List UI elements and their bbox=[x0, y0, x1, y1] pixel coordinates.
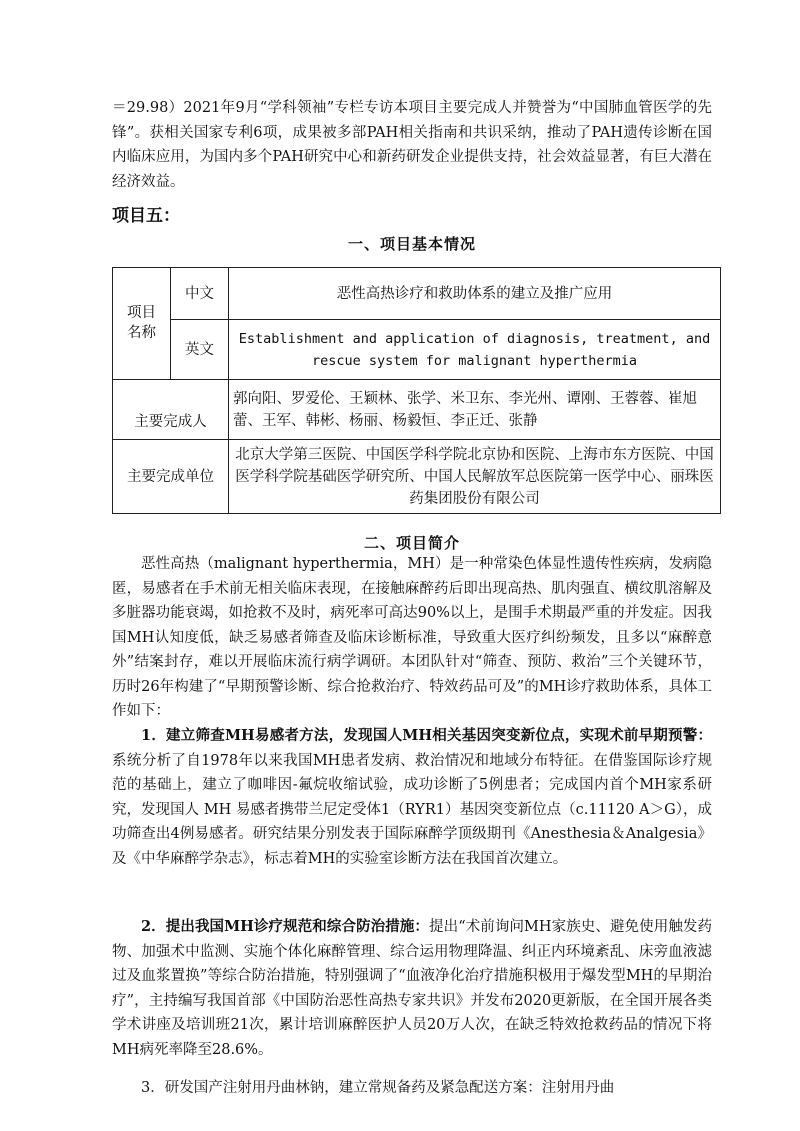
section2-heading: 二、项目简介 bbox=[363, 534, 460, 552]
main-units-label: 主要完成单位 bbox=[113, 440, 229, 514]
point1-body: 系统分析了自1978年以来我国MH患者发病、救治情况和地域分布特征。在借鉴国际诊疗规范的基础上，建立了咖啡因-氟烷收缩试验，成功诊断了5例患者；完成国内首个MH家系研究，发现国人 MH 易感者携带兰尼定受体1（RYR1）基因突变新位点（c.11120 A＞G），成功筛查出4例易感者。研究结果分别发表于国际麻醉学顶级期刊《Anesthesia＆Analgesia》及《中华麻醉学杂志》，标志着MH的实验室诊断方法在我国首次建立。 bbox=[112, 752, 712, 867]
intro-paragraph: ＝29.98）2021年9月“学科领袖”专栏专访本项目主要完成人并赞誉为“中国肺血管医学的先锋”。获相关国家专利6项，成果被多部PAH相关指南和共识采纳，推动了PAH遗传诊断在国内临床应用，为国内多个PAH研究中心和新药研发企业提供支持，社会效益显著，有巨大潜在经济效益。 bbox=[112, 100, 712, 190]
project-label: 项目五： bbox=[112, 206, 180, 226]
point1-lead: 1．建立筛查MH易感者方法，发现国人MH相关基因突变新位点，实现术前早期预警： bbox=[141, 727, 712, 744]
section1-heading: 一、项目基本情况 bbox=[347, 235, 476, 253]
english-label: 英文 bbox=[171, 320, 229, 380]
main-units-value: 北京大学第三医院、中国医学科学院北京协和医院、上海市东方医院、中国医学科学院基础医学研究所、中国人民解放军总医院第一医学中心、丽珠医药集团股份有限公司 bbox=[229, 440, 721, 514]
point2-paragraph bbox=[112, 915, 712, 1062]
summary-paragraph: 恶性高热（malignant hyperthermia，MH）是一种常染色体显性遗传性疾病，发病隐匿，易感者在手术前无相关临床表现，在接触麻醉药后即出现高热、肌肉强直、横纹肌溶解及多脏器功能衰竭，如抢救不及时，病死率可高达90%以上，是围手术期最严重的并发症。因我国MH认知度低，缺乏易感者筛查及临床诊断标准，导致重大医疗纠纷频发，且多以“麻醉意外”结案封存，难以开展临床流行病学调研。本团队针对“筛查、预防、救治”三个关键环节，历时26年构建了“早期预警诊断、综合抢救治疗、特效药品可及”的MH诊疗救助体系，具体工作如下： bbox=[112, 556, 712, 719]
chinese-label: 中文 bbox=[171, 268, 229, 320]
point2-lead: 2．提出我国MH诊疗规范和综合防治措施： bbox=[141, 918, 430, 935]
chinese-name-value: 恶性高热诊疗和救助体系的建立及推广应用 bbox=[229, 268, 721, 320]
project-info-table bbox=[112, 267, 721, 514]
project-name-label: 项目名称 bbox=[113, 268, 171, 380]
point3-paragraph: 3．研发国产注射用丹曲林钠，建立常规备药及紧急配送方案：注射用丹曲 bbox=[141, 1080, 615, 1096]
point2-body: 提出“术前询问MH家族史、避免使用触发药物、加强术中监测、实施个体化麻醉管理、综合运用物理降温、纠正内环境紊乱、床旁血液滤过及血浆置换”等综合防治措施，特别强调了“血液净化治疗措施积极用于爆发型MH的早期治疗”，主持编写我国首部《中国防治恶性高热专家共识》并发布2020更新版，在全国开展各类学术讲座及培训班21次，累计培训麻醉医护人员20万人次，在缺乏特效抢救药品的情况下将MH病死率降至28.6%。 bbox=[112, 919, 713, 1058]
main-contributors-value: 郭向阳、罗爱伦、王颖林、张学、米卫东、李光州、谭刚、王蓉蓉、崔旭蕾、王军、韩彬、杨丽、杨毅恒、李正迁、张静 bbox=[229, 380, 721, 440]
english-name-value: Establishment and application of diagnosis, treatment, and rescue system for malignant hyperthermia bbox=[229, 320, 721, 380]
point1-paragraph bbox=[112, 724, 712, 871]
main-contributors-label: 主要完成人 bbox=[113, 380, 229, 440]
